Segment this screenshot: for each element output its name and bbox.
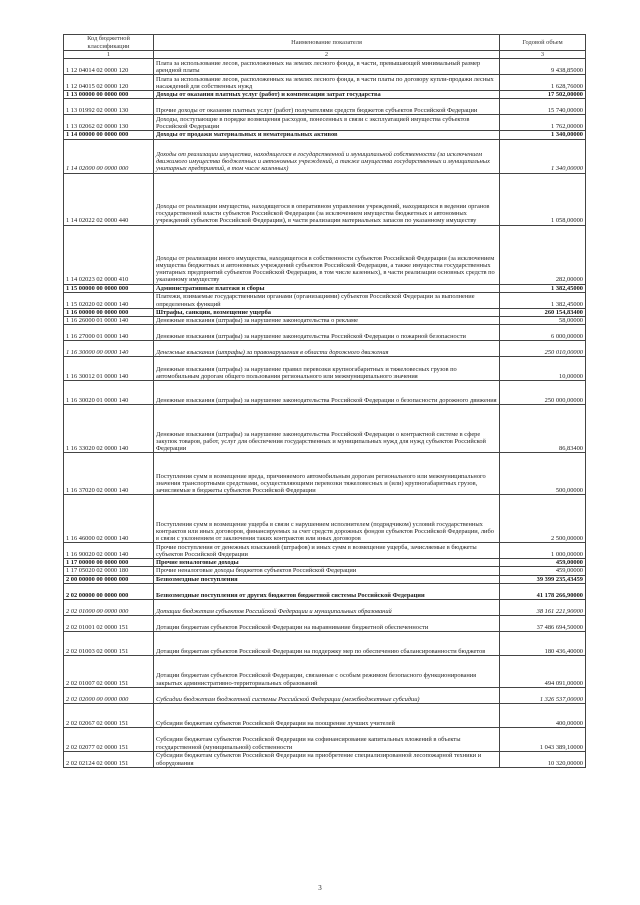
row-code: 2 02 02000 00 0000 000 [64,687,154,703]
table-header-row [64,35,586,51]
row-value: 459,00000 [500,567,586,575]
row-name: Денежные взыскания (штрафы) за правонарушения в области дорожного движения [154,341,500,357]
row-name: Штрафы, санкции, возмещение ущерба [154,308,500,316]
row-value: 1 043 389,10000 [500,727,586,751]
table-row [64,59,586,75]
row-value: 37 486 694,50000 [500,615,586,631]
row-value: 1 382,45000 [500,284,586,292]
table-row [64,284,586,292]
row-name: Дотации бюджетам субъектов Российской Федерации и муниципальных образований [154,599,500,615]
row-name: Доходы от оказания платных услуг (работ) и компенсации затрат государства [154,91,500,99]
row-name: Дотации бюджетам субъектов Российской Федерации, связанные с особым режимом безопасного функционирования закрытых административно-территориальных образований [154,655,500,687]
row-value: 494 091,00000 [500,655,586,687]
row-name: Платежи, взимаемые государственными органами (организациями) субъектов Российской Федерации за выполнение определенных функций [154,292,500,308]
row-name: Доходы от реализации имущества, находящегося в государственной и муниципальной собственности (за исключением движимого имущества бюджетных и автономных учреждений, а также имущества государственных и муниципальных унитарных предприятий, в том числе казенных) [154,139,500,173]
row-code: 1 13 00000 00 0000 000 [64,91,154,99]
row-code: 2 02 00000 00 0000 000 [64,583,154,599]
row-value: 180 436,40000 [500,631,586,655]
row-name: Прочие неналоговые доходы бюджетов субъектов Российской Федерации [154,567,500,575]
row-code: 1 17 05020 02 0000 180 [64,567,154,575]
row-value: 17 502,00000 [500,91,586,99]
row-name: Безвозмездные поступления от других бюджетов бюджетной системы Российской Федерации [154,583,500,599]
row-code: 2 00 00000 00 0000 000 [64,575,154,583]
row-name: Доходы от реализации имущества, находящегося в оперативном управлении учреждений, находящихся в ведении органов государственной власти субъектов Российской Федерации (за исключением имущества бюджетных и автономных учреждений субъектов Российской Федерации), в части реализации материальных запасов по указанному имуществу [154,173,500,225]
row-code: 1 16 37020 02 0000 140 [64,453,154,495]
row-value: 1 762,00000 [500,115,586,131]
row-code: 1 13 02062 02 0000 130 [64,115,154,131]
row-code: 1 16 33020 02 0000 140 [64,405,154,453]
table-row [64,131,586,139]
row-code: 1 16 30012 01 0000 140 [64,357,154,381]
row-code: 2 02 01007 02 0000 151 [64,655,154,687]
table-row [64,357,586,381]
row-name: Поступления сумм в возмещение ущерба в связи с нарушением исполнителем (подрядчиком) условий государственных контрактов или иных договоров, финансируемых за счет средств дорожных фондов субъектов Российской Федерации, либо в связи с уклонением от заключения таких контрактов или иных договоров [154,495,500,543]
row-code: 2 02 01000 00 0000 000 [64,599,154,615]
row-code: 1 16 30000 00 0000 140 [64,341,154,357]
row-value: 9 438,85000 [500,59,586,75]
row-name: Денежные взыскания (штрафы) за нарушение законодательства Российской Федерации о пожарной безопасности [154,325,500,341]
table-row [64,615,586,631]
table-row [64,225,586,284]
table-row [64,727,586,751]
table-row [64,703,586,727]
row-code: 1 16 26000 01 0000 140 [64,317,154,325]
row-name: Денежные взыскания (штрафы) за нарушение законодательства о рекламе [154,317,500,325]
row-value: 2 500,00000 [500,495,586,543]
row-value: 1 000,00000 [500,543,586,559]
table-row [64,115,586,131]
table-row [64,495,586,543]
row-value: 1 382,45000 [500,292,586,308]
row-value: 1 340,00000 [500,139,586,173]
table-row [64,583,586,599]
table-row [64,317,586,325]
row-code: 1 16 00000 00 0000 000 [64,308,154,316]
row-name: Доходы от продажи материальных и нематериальных активов [154,131,500,139]
row-name: Плата за использование лесов, расположенных на землях лесного фонда, в части платы по договору купли-продажи лесных насаждений для собственных нужд [154,75,500,91]
row-code: 1 16 27000 01 0000 140 [64,325,154,341]
table-column-number-row [64,51,586,59]
table-row [64,139,586,173]
row-name: Прочие поступления от денежных взысканий (штрафов) и иных сумм в возмещение ущерба, зачисляемые в бюджеты субъектов Российской Федерации [154,543,500,559]
row-value: 500,00000 [500,453,586,495]
row-code: 2 02 01003 02 0000 151 [64,631,154,655]
row-code: 1 16 30020 01 0000 140 [64,381,154,405]
header-num-2: 2 [154,51,500,59]
table-body [64,59,586,768]
header-code: Код бюджетной классификации [64,35,154,51]
table-row [64,341,586,357]
page-number: 3 [318,884,322,892]
row-name: Поступления сумм в возмещение вреда, причиняемого автомобильным дорогам регионального или межмуниципального значения транспортными средствами, осуществляющими перевозки тяжеловесных и (или) крупногабаритных грузов, зачисляемые в бюджеты субъектов Российской Федерации [154,453,500,495]
row-name: Доходы, поступающие в порядке возмещения расходов, понесенных в связи с эксплуатацией имущества субъектов Российской Федерации [154,115,500,131]
budget-revenue-table [63,34,586,768]
row-value: 282,00000 [500,225,586,284]
row-code: 1 16 90020 02 0000 140 [64,543,154,559]
row-name: Доходы от реализации иного имущества, находящегося в собственности субъектов Российской Федерации (за исключением имущества бюджетных и автономных учреждений субъектов Российской Федерации, а также имущества государственных унитарных предприятий субъектов Российской Федерации, в том числе казенных), в части реализации основных средств по указанному имуществу [154,225,500,284]
row-value: 6 000,00000 [500,325,586,341]
row-name: Денежные взыскания (штрафы) за нарушение законодательства Российской Федерации о безопасности дорожного движения [154,381,500,405]
table-row [64,453,586,495]
row-value: 250 010,00000 [500,341,586,357]
row-code: 1 13 01992 02 0000 130 [64,99,154,115]
row-name: Плата за использование лесов, расположенных на землях лесного фонда, в части, превышающей минимальный размер арендной платы [154,59,500,75]
row-name: Субсидии бюджетам субъектов Российской Федерации на приобретение специализированной лесопожарной техники и оборудования [154,751,500,767]
row-name: Административные платежи и сборы [154,284,500,292]
row-code: 1 14 02022 02 0000 440 [64,173,154,225]
row-name: Субсидии бюджетам бюджетной системы Российской Федерации (межбюджетные субсидии) [154,687,500,703]
row-code: 1 16 46000 02 0000 140 [64,495,154,543]
row-value: 250 000,00000 [500,381,586,405]
row-value: 10,00000 [500,357,586,381]
table-row [64,381,586,405]
table-row [64,751,586,767]
row-value: 86,83400 [500,405,586,453]
row-name: Субсидии бюджетам субъектов Российской Федерации на софинансирование капитальных вложений в объекты государственной (муниципальной) собственности [154,727,500,751]
row-value: 39 399 235,43459 [500,575,586,583]
row-code: 1 15 00000 00 0000 000 [64,284,154,292]
row-code: 2 02 02124 02 0000 151 [64,751,154,767]
row-value: 15 740,00000 [500,99,586,115]
row-name: Прочие доходы от оказания платных услуг (работ) получателями средств бюджетов субъектов Российской Федерации [154,99,500,115]
table-row [64,631,586,655]
header-name: Наименование показателя [154,35,500,51]
table-row [64,559,586,567]
row-code: 1 15 02020 02 0000 140 [64,292,154,308]
budget-table-sheet [63,34,585,768]
row-name: Денежные взыскания (штрафы) за нарушение законодательства Российской Федерации о контрактной системе в сфере закупок товаров, работ, услуг для обеспечения государственных и муниципальных нужд для нужд субъектов Российской Федерации [154,405,500,453]
row-value: 459,00000 [500,559,586,567]
row-code: 1 14 02023 02 0000 410 [64,225,154,284]
table-row [64,99,586,115]
row-value: 1 340,00000 [500,131,586,139]
table-row [64,655,586,687]
table-row [64,308,586,316]
row-value: 1 326 537,00000 [500,687,586,703]
row-name: Денежные взыскания (штрафы) за нарушение правил перевозки крупногабаритных и тяжеловесных грузов по автомобильным дорогам общего пользования регионального или межмуниципального значения [154,357,500,381]
row-code: 1 14 00000 00 0000 000 [64,131,154,139]
row-value: 1 628,76000 [500,75,586,91]
row-code: 2 02 02077 02 0000 151 [64,727,154,751]
table-row [64,543,586,559]
row-code: 1 17 00000 00 0000 000 [64,559,154,567]
row-value: 41 178 266,90000 [500,583,586,599]
row-code: 2 02 01001 02 0000 151 [64,615,154,631]
row-name: Субсидии бюджетам субъектов Российской Федерации на поощрение лучших учителей [154,703,500,727]
row-value: 10 320,00000 [500,751,586,767]
row-code: 1 12 04014 02 0000 120 [64,59,154,75]
row-code: 1 14 02000 00 0000 000 [64,139,154,173]
row-value: 38 161 221,90000 [500,599,586,615]
row-value: 260 154,83400 [500,308,586,316]
header-num-1: 1 [64,51,154,59]
row-name: Дотации бюджетам субъектов Российской Федерации на выравнивание бюджетной обеспеченности [154,615,500,631]
row-name: Дотации бюджетам субъектов Российской Федерации на поддержку мер по обеспечению сбалансированности бюджетов [154,631,500,655]
table-row [64,325,586,341]
row-value: 58,00000 [500,317,586,325]
table-row [64,292,586,308]
row-code: 2 02 02067 02 0000 151 [64,703,154,727]
table-row [64,405,586,453]
row-name: Прочие неналоговые доходы [154,559,500,567]
header-num-3: 3 [500,51,586,59]
table-row [64,599,586,615]
row-name: Безвозмездные поступления [154,575,500,583]
table-row [64,687,586,703]
row-value: 400,00000 [500,703,586,727]
table-row [64,173,586,225]
table-row [64,75,586,91]
header-volume: Годовой объем [500,35,586,51]
row-value: 1 058,00000 [500,173,586,225]
table-row [64,91,586,99]
row-code: 1 12 04015 02 0000 120 [64,75,154,91]
table-row [64,575,586,583]
table-row [64,567,586,575]
